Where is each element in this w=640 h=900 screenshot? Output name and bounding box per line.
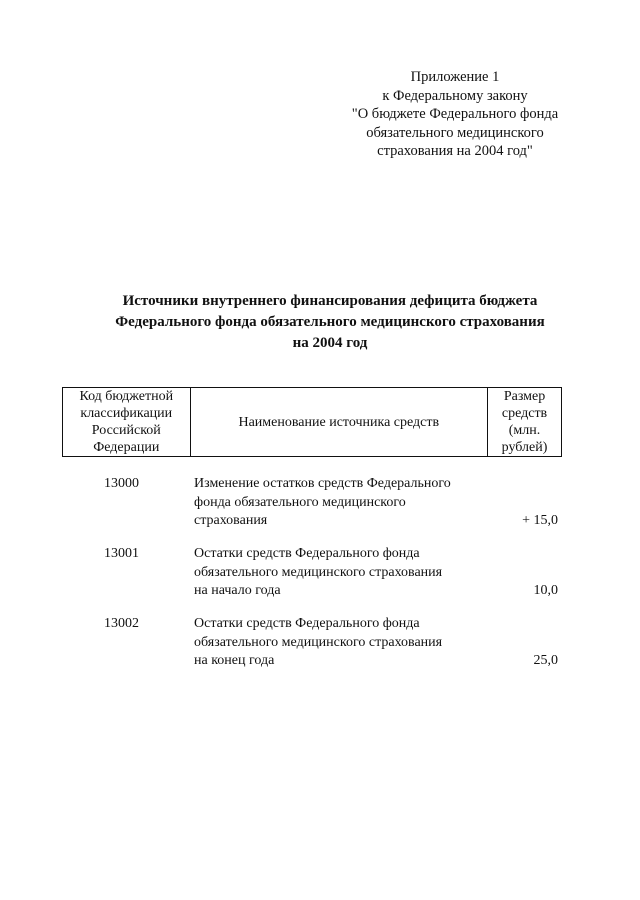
table-row — [62, 615, 562, 685]
row-code: 13000 — [104, 476, 139, 491]
table-body — [62, 475, 562, 685]
row-amount: + 15,0 — [522, 513, 558, 528]
header-amount-line: Размер — [503, 389, 546, 404]
header-name — [190, 388, 487, 457]
appendix-line: обязательного медицинского — [366, 124, 544, 141]
appendix-line: к Федеральному закону — [382, 87, 528, 104]
header-code-line: Российской — [91, 423, 161, 438]
title-line: Федерального фонда обязательного медицинского страхования — [115, 314, 545, 330]
row-name-line: фонда обязательного медицинского — [194, 494, 406, 510]
row-name-line: Изменение остатков средств Федерального — [194, 476, 451, 491]
row-name — [194, 545, 484, 601]
row-name-line: страхования — [194, 513, 268, 528]
appendix-line: "О бюджете Федерального фонда — [351, 106, 559, 122]
appendix-line: страхования на 2004 год" — [377, 143, 533, 159]
row-code: 13001 — [104, 546, 139, 561]
header-amount-line: средств — [501, 406, 548, 421]
appendix-reference — [330, 68, 580, 161]
row-name-line: Остатки средств Федерального фонда — [194, 616, 420, 631]
row-amount: 25,0 — [533, 653, 558, 668]
row-name-line: на конец года — [194, 653, 275, 668]
row-name — [194, 475, 484, 531]
table-row — [62, 475, 562, 545]
row-name — [194, 615, 484, 671]
row-name-line: обязательного медицинского страхования — [194, 564, 443, 580]
header-amount-line: рублей) — [501, 440, 548, 455]
title-line: Источники внутреннего финансирования дефицита бюджета — [122, 293, 538, 309]
header-row — [63, 388, 562, 457]
appendix-line: Приложение 1 — [410, 69, 500, 85]
header-code-line: Код бюджетной — [79, 389, 174, 404]
row-amount: 10,0 — [533, 583, 558, 598]
header-code-line: Федерации — [93, 440, 160, 455]
row-name-line: Остатки средств Федерального фонда — [194, 546, 420, 561]
title-line: на 2004 год — [292, 335, 368, 351]
header-amount — [488, 388, 562, 457]
header-name-line: Наименование источника средств — [238, 414, 440, 430]
row-name-line: на начало года — [194, 583, 281, 598]
header-code-line: классификации — [80, 406, 173, 421]
header-code — [63, 388, 191, 457]
document-title — [40, 291, 620, 354]
row-code: 13002 — [104, 616, 139, 631]
table-header — [62, 387, 562, 457]
row-name-line: обязательного медицинского страхования — [194, 634, 443, 650]
header-amount-line: (млн. — [508, 423, 541, 438]
table-row — [62, 545, 562, 615]
